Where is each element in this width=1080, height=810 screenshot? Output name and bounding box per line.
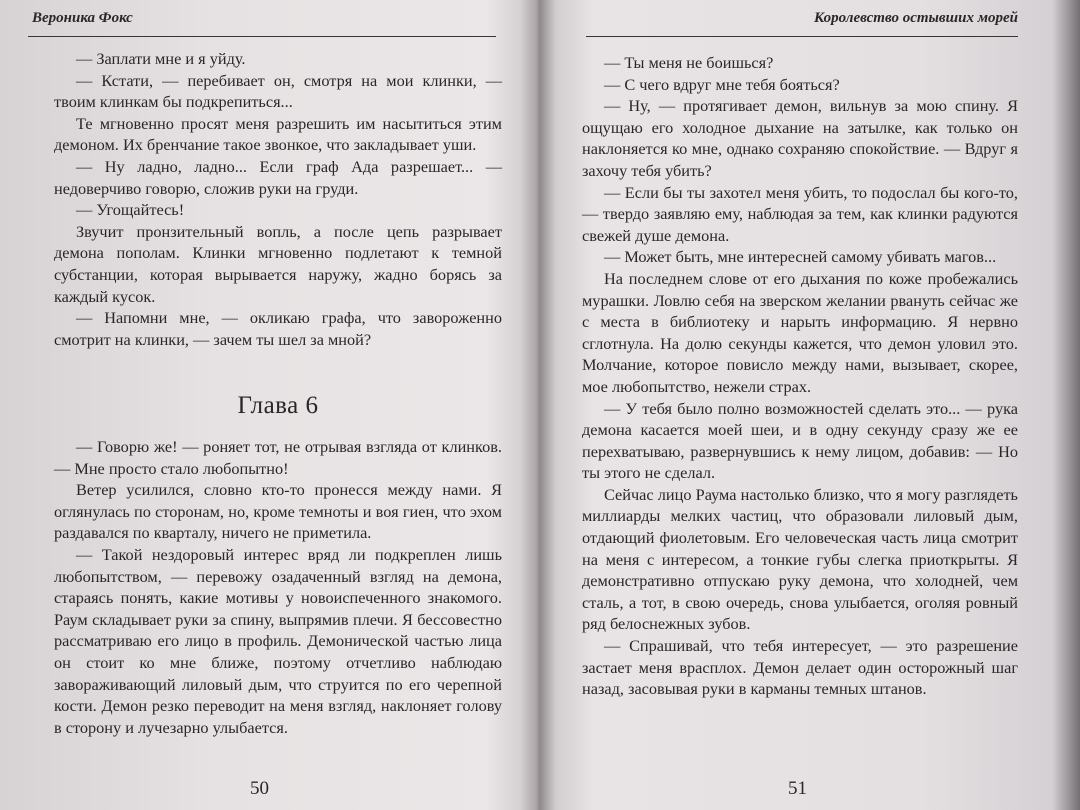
chapter-title: Глава 6 bbox=[237, 392, 319, 419]
running-head-author: Вероника Фокс bbox=[32, 10, 133, 26]
paragraph: — Если бы ты захотел меня убить, то подослал бы кого-то, — твердо заявляю ему, наблюдая за тем, как клинки радуются свежей душе демона. bbox=[582, 182, 1018, 245]
header-rule bbox=[586, 36, 1018, 37]
page-number: 51 bbox=[788, 778, 807, 799]
paragraph: — Ну, — протягивает демон, вильнув за мою спину. Я ощущаю его холодное дыхание на затылке, как только он наклоняется ко мне, однако сохраняю спокойствие. — Вдруг я захочу тебя убить? bbox=[582, 96, 1018, 180]
paragraph: — Кстати, — перебивает он, смотря на мои клинки, — твоим клинкам бы подкрепиться... bbox=[54, 70, 502, 112]
paragraph: Те мгновенно просят меня разрешить им насытиться этим демоном. Их бренчание такое звонкое, что закладывает уши. bbox=[54, 113, 502, 155]
page-number: 50 bbox=[250, 778, 269, 799]
book-gutter bbox=[520, 0, 556, 810]
paragraph: Сейчас лицо Раума настолько близко, что я могу разглядеть миллиарды мелких частиц, что образовали лиловый дым, отдающий фиолетовым. Его человеческая часть лица смотрит на меня с интересом, а тонкие губы слегка приоткрыты. Я демонстративно отпускаю руку демона, что холодней, чем сталь, а тот, в свою очередь, снова улыбается, оголяя ровный ряд белоснежных зубов. bbox=[582, 484, 1018, 634]
right-page bbox=[582, 0, 1022, 810]
paragraph: — Ну ладно, ладно... Если граф Ада разрешает... — недоверчиво говорю, сложив руки на груди. bbox=[54, 156, 502, 198]
left-page bbox=[18, 0, 502, 810]
paragraph: — С чего вдруг мне тебя бояться? bbox=[604, 74, 840, 94]
paragraph: — У тебя было полно возможностей сделать это... — рука демона касается моей шеи, и в одну секунду сразу же ее перехватываю, развернувшись к нему лицом, добавив: — Но ты этого не сделал. bbox=[582, 398, 1018, 483]
paragraph: — Заплати мне и я уйду. bbox=[76, 49, 246, 68]
paragraph: Звучит пронзительный вопль, а после цепь разрывает демона пополам. Клинки мгновенно подлетают к темной субстанции, которая вырывается наружу, жадно борясь за каждый кусок. bbox=[54, 221, 502, 306]
paragraph: — Ты меня не боишься? bbox=[604, 53, 774, 72]
paragraph: — Напомни мне, — окликаю графа, что завороженно смотрит на клинки, — зачем ты шел за мной? bbox=[54, 308, 502, 349]
paragraph: На последнем слове от его дыхания по коже пробежались мурашки. Ловлю себя на зверском желании рвануть сейчас же с места в библиотеку и нарыть информацию. Я нервно сглотнула. На долю секунды кажется, что демон уловил это. Молчание, которое повисло между нами, вызывает, скорее, мое любопытство, нежели страх. bbox=[582, 268, 1018, 396]
paragraph: — Говорю же! — роняет тот, не отрывая взгляда от клинков. — Мне просто стало любопытно! bbox=[54, 437, 502, 478]
running-head-title: Королевство остывших морей bbox=[814, 10, 1018, 26]
right-page-text bbox=[582, 52, 1018, 700]
header-rule bbox=[28, 36, 496, 37]
paragraph: — Может быть, мне интересней самому убивать магов... bbox=[604, 247, 997, 267]
page-edge-shadow bbox=[1052, 0, 1080, 810]
paragraph: Ветер усилился, словно кто-то пронесся между нами. Я оглянулась по сторонам, но, кроме темноты и воя гиен, что эхом раздавался по кварталу, ничего не приметила. bbox=[54, 480, 502, 543]
left-page-top-text bbox=[54, 48, 502, 350]
left-page-chapter-text bbox=[54, 436, 502, 738]
paragraph: — Угощайтесь! bbox=[76, 200, 185, 220]
paragraph: — Спрашивай, что тебя интересует, — это разрешение застает меня врасплох. Демон делает один осторожный шаг назад, засовывая руки в карманы темных штанов. bbox=[582, 636, 1018, 699]
paragraph: — Такой нездоровый интерес вряд ли подкреплен лишь любопытством, — перевожу озадаченный взгляд на демона, стараясь понять, какие мотивы у новоиспеченного знакомого. Раум складывает руки за спину, выпрямив плечи. Я бессовестно рассматриваю его лицо в профиль. Демонической частью лица он стоит ко мне ближе, поэтому отчетливо наблюдаю завораживающий лиловый дым, что струится по его черепной кости. Демон резко переводит на меня взгляд, наклоняет голову в сторону и лучезарно улыбается. bbox=[54, 544, 502, 737]
